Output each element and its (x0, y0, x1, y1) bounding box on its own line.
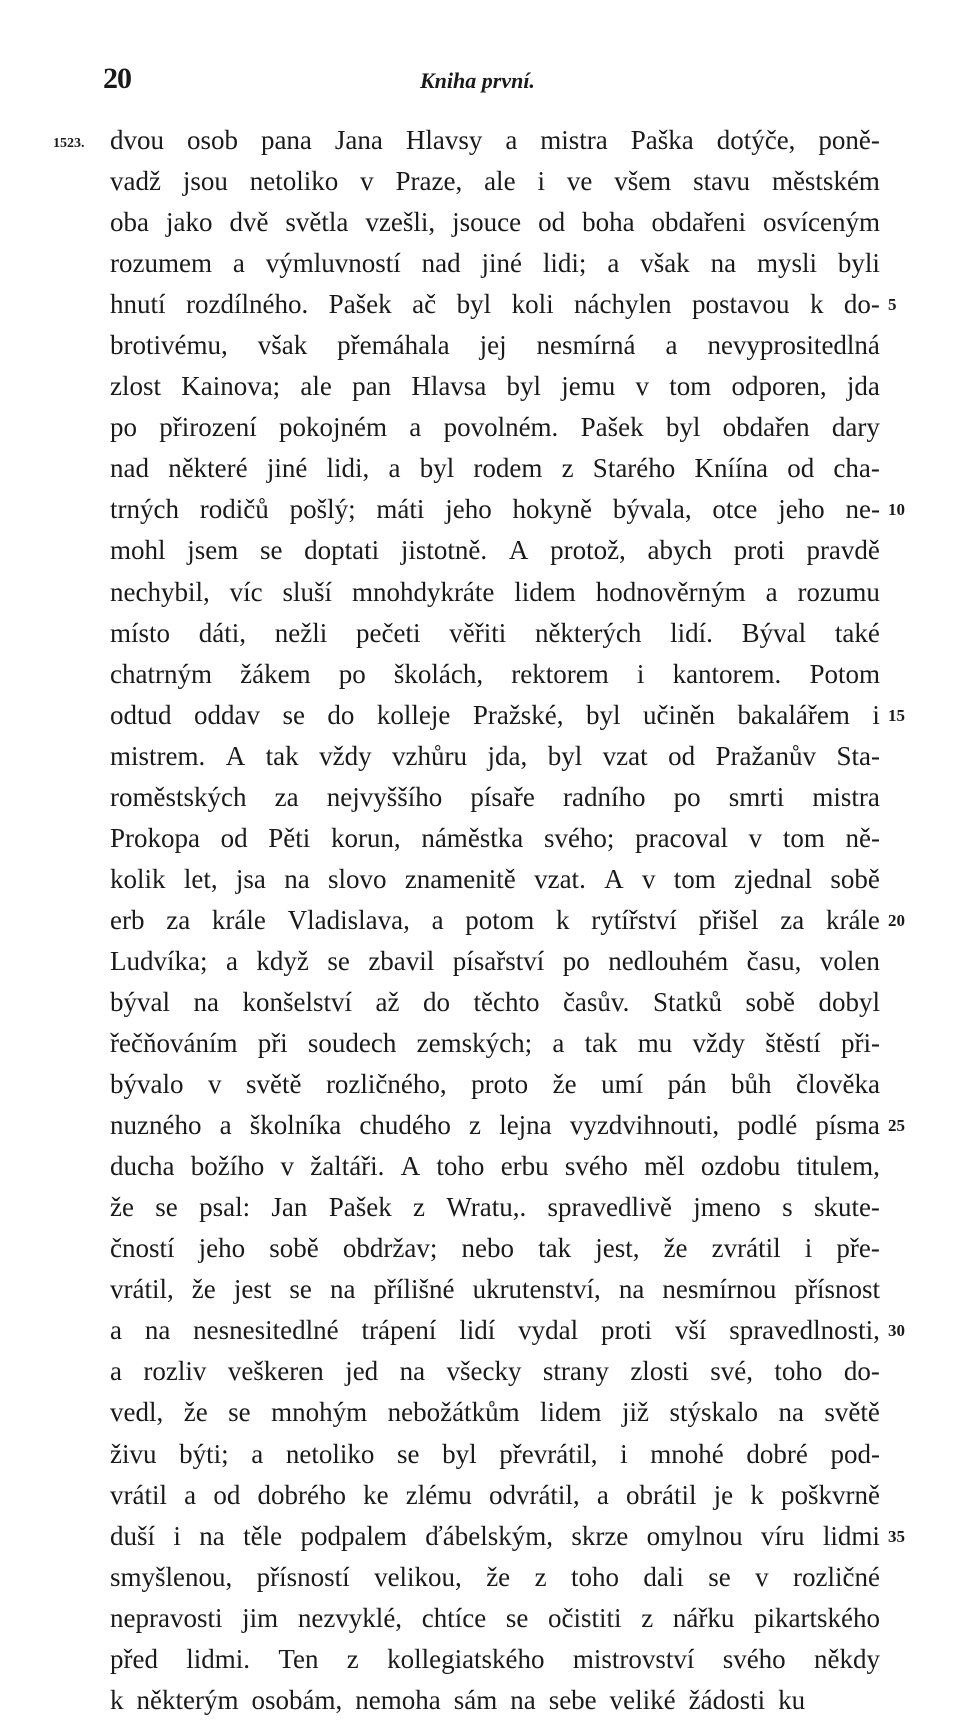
text-line: mohl jsem se doptati jistotně. A protož, abych proti pravdě (110, 535, 880, 566)
text-line: nuzného a školníka chudého z lejna vyzdvihnouti, podlé písma (110, 1110, 880, 1141)
text-line: oba jako dvě světla vzešli, jsouce od boha obdařeni osvíceným (110, 207, 880, 238)
page-number: 20 (103, 62, 131, 95)
text-line: nepravosti jim nezvyklé, chtíce se očistiti z nářku pikartského (110, 1602, 880, 1633)
text-line: místo dáti, nežli pečeti věřiti některých lidí. Býval také (110, 617, 880, 648)
text-line: Ludvíka; a když se zbavil písařství po nedlouhém času, volen (110, 945, 880, 976)
text-line: vadž jsou netoliko v Praze, ale i ve všem stavu městském (110, 166, 880, 197)
text-line: nechybil, víc sluší mnohdykráte lidem hodnověrným a rozumu (110, 576, 880, 607)
margin-year-note: 1523. (53, 136, 85, 151)
text-line: zlost Kainova; ale pan Hlavsa byl jemu v tom odporen, jda (110, 371, 880, 402)
text-line: smyšlenou, přísností velikou, že z toho dali se v rozličné (110, 1561, 880, 1592)
text-line: živu býti; a netoliko se byl převrátil, i mnohé dobré pod- (110, 1438, 880, 1469)
text-line: bývalo v světě rozličného, proto že umí pán bůh člověka (110, 1069, 880, 1100)
text-line: že se psal: Jan Pašek z Wratu,. spravedlivě jmeno s skute- (110, 1192, 880, 1223)
text-line: kolik let, jsa na slovo znamenitě vzat. A v tom zjednal sobě (110, 863, 880, 894)
text-line: odtud oddav se do kolleje Pražské, byl učiněn bakalářem i (110, 699, 880, 730)
text-line: a rozliv veškeren jed na všecky strany zlosti své, toho do- (110, 1356, 880, 1387)
text-line: řečňováním při soudech zemských; a tak mu vždy štěstí při- (110, 1028, 880, 1059)
text-line: mistrem. A tak vždy vzhůru jda, byl vzat od Pražanův Sta- (110, 740, 880, 771)
text-line: duší i na těle podpalem ďábelským, skrze omylnou víru lidmi (110, 1520, 880, 1551)
text-line: vrátil a od dobrého ke zlému odvrátil, a obrátil je k poškvrně (110, 1479, 880, 1510)
text-line: dvou osob pana Jana Hlavsy a mistra Paška dotýče, poně- (110, 125, 880, 155)
text-line: roměstských za nejvyššího písaře radního po smrti mistra (110, 781, 880, 812)
running-title: Kniha první. (420, 68, 535, 93)
line-number: 35 (888, 1526, 905, 1546)
line-number: 30 (888, 1321, 905, 1341)
text-line: ducha božího v žaltáři. A toho erbu svého měl ozdobu titulem, (110, 1151, 880, 1182)
text-line: brotivému, však přemáhala jej nesmírná a nevyprositedlná (110, 330, 880, 361)
line-number: 25 (888, 1116, 905, 1136)
text-line: nad některé jiné lidi, a byl rodem z Starého Kníína od cha- (110, 453, 880, 484)
text-line: před lidmi. Ten z kollegiatského mistrovství svého někdy (110, 1643, 880, 1674)
line-number: 15 (888, 705, 905, 725)
line-number: 5 (888, 295, 897, 315)
text-line: k některým osobám, nemoha sám na sebe veliké žádosti ku (110, 1684, 806, 1715)
text-line: čností jeho sobě obdržav; nebo tak jest, že zvrátil i pře- (110, 1233, 880, 1264)
text-line: vrátil, že jest se na přílišné ukrutenství, na nesmírnou přísnost (110, 1274, 880, 1305)
text-line: erb za krále Vladislava, a potom k rytířství přišel za krále (110, 904, 880, 935)
text-line: po přirození pokojném a povolném. Pašek byl obdařen dary (110, 412, 880, 443)
text-line: býval na konšelství až do těchto časův. Statků sobě dobyl (110, 986, 880, 1017)
line-number: 20 (888, 910, 905, 930)
text-line: rozumem a výmluvností nad jiné lidi; a však na mysli byli (110, 248, 880, 279)
body-text (110, 120, 880, 1721)
text-line: hnutí rozdílného. Pašek ač byl koli náchylen postavou k do- (110, 289, 880, 320)
text-line: chatrným žákem po školách, rektorem i kantorem. Potom (110, 658, 880, 689)
text-line: a na nesnesitedlné trápení lidí vydal proti vší spravedlnosti, (110, 1315, 880, 1346)
text-line: trných rodičů pošlý; máti jeho hokyně bývala, otce jeho ne- (110, 494, 880, 525)
text-line: Prokopa od Pěti korun, náměstka svého; pracoval v tom ně- (110, 822, 880, 853)
text-line: vedl, že se mnohým nebožátkům lidem již stýskalo na světě (110, 1397, 880, 1428)
line-number: 10 (888, 500, 905, 520)
